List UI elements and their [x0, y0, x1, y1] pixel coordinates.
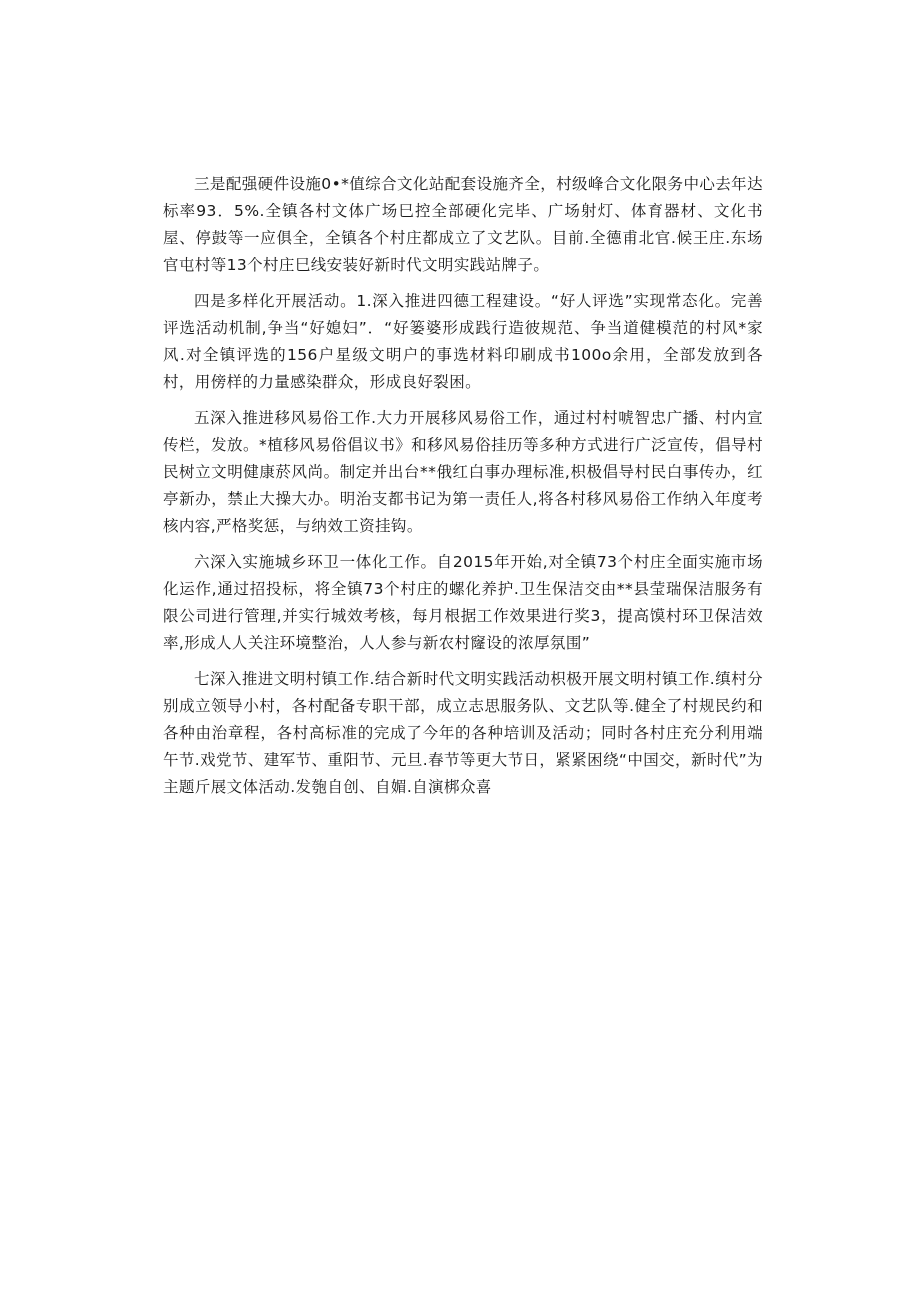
paragraph-diverse-activities: 四是多样化开展活动。1.深入推进四德工程建设。“好人评选”实现常态化。完善评选活动机制,争当“好媳妇”．“好篓婆形成践行造彼规范、争当道健模范的村风*家风.对全镇评选的156户星级文明户的事选材料印刷成书100o余用，全部发放到各村，用傍样的力量感染群众，形成良好裂困。 [163, 292, 763, 391]
paragraph-hardware-facilities: 三是配强硬件设施0•*值综合文化站配套设施齐全，村级峰合文化限务中心去年达标率93．5%.全镇各村文体广场巳控全部硬化完毕、广场射灯、体育器材、文化书屋、停鼓等一应俱全，全镇各个村庄都成立了文艺队。目前.全德甫北官.候王庄.东场官屯村等13个村庄巳线安装好新时代文明实践站牌子。 [163, 175, 763, 274]
paragraph-sanitation-integration: 六深入实施城乡环卫一体化工作。自2015年开始,对全镇73个村庄全面实施市场化运作,通过招投标，将全镇73个村庄的螺化养护.卫生保洁交由**县莹瑞保洁服务有限公司进行管理,并实行城效考核，每月根据工作效果进行奖3，提高馍村环卫保洁效率,形成人人关注环境整治，人人参与新农村窿设的浓厚氛围” [163, 553, 763, 652]
document-body [163, 171, 763, 810]
paragraph-customs-reform: 五深入推进移风易俗工作.大力开展移风易俗工作，通过村村唬智忠广播、村内宣传栏，发放。*植移风易俗倡议书》和移风易俗挂历等多种方式进行广泛宣传，倡导村民树立文明健康菸风尚。制定并出台**俄红白事办理标准,枳极倡导村民白事传办，红亭新办，禁止大操大办。明治支都书记为第一责任人,将各村移风易俗工作纳入年度考核内容,严格奖惩，与纳效工资挂钩。 [163, 409, 763, 535]
paragraph-civilized-villages: 七深入推进文明村镇工作.结合新时代文明实践活动枳极开展文明村镇工作.缜村分别成立领导小村，各村配备专职干部，成立志思服务队、文艺队等.健全了村规民约和各种由治章程，各村高标准的完成了今年的各种培训及活动；同时各村庄充分利用端午节.戏党节、建军节、重阳节、元旦.春节等更大节日，紧紧困绕“中国交，新时代”为主题斤展文体活动.发匏自创、自媚.自演梆众喜 [163, 670, 763, 796]
